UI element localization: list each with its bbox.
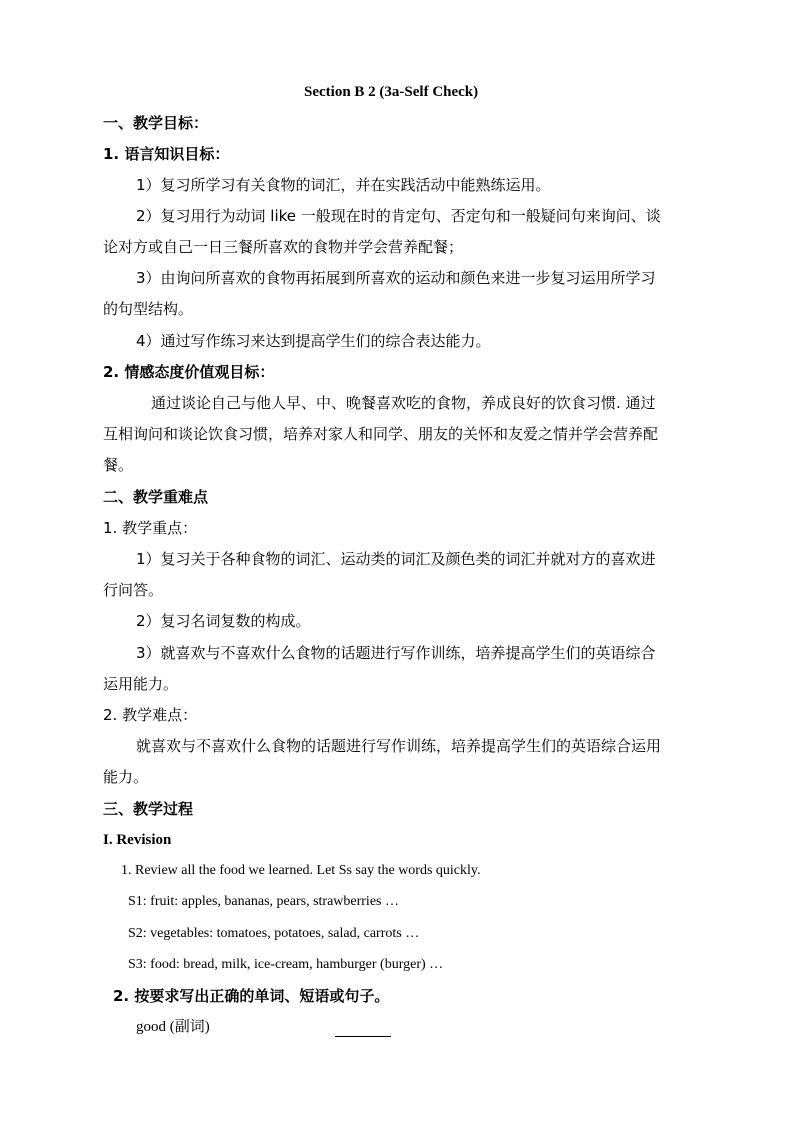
difficult-point-line: 能力。 bbox=[103, 768, 149, 786]
key-points-heading: 1. 教学重点： bbox=[103, 519, 198, 537]
exercise-heading: 2. 按要求写出正确的单词、短语或句子。 bbox=[113, 987, 390, 1005]
affective-goals-heading: 2. 情感态度价值观目标： bbox=[103, 363, 275, 381]
revision-line-s3: S3: food: bread, milk, ice-cream, hamburger (burger) … bbox=[128, 957, 444, 972]
revision-heading: I. Revision bbox=[103, 832, 172, 848]
difficult-point-line: 就喜欢与不喜欢什么食物的话题进行写作训练，培养提高学生们的英语综合运用 bbox=[136, 737, 662, 755]
revision-line-s1: S1: fruit: apples, bananas, pears, strawberries … bbox=[128, 894, 399, 909]
key-point-line: 1）复习关于各种食物的词汇、运动类的词汇及颜色类的词汇并就对方的喜欢进 bbox=[136, 550, 656, 568]
language-goal-line: 1）复习所学习有关食物的词汇，并在实践活动中能熟练运用。 bbox=[136, 176, 551, 194]
answer-blank bbox=[335, 1017, 391, 1037]
language-goals-heading: 1. 语言知识目标： bbox=[103, 145, 230, 163]
document-title: Section B 2 (3a-Self Check) bbox=[304, 84, 479, 100]
difficult-points-heading: 2. 教学难点： bbox=[103, 706, 198, 724]
language-goal-line: 2）复习用行为动词 like 一般现在时的肯定句、否定句和一般疑问句来询问、谈 bbox=[136, 207, 661, 225]
affective-goal-line: 互相询问和谈论饮食习惯，培养对家人和同学、朋友的关怀和友爱之情并学会营养配 bbox=[103, 425, 659, 443]
section-2-heading: 二、教学重难点 bbox=[103, 488, 209, 506]
revision-intro: 1. Review all the food we learned. Let Ss say the words quickly. bbox=[121, 863, 481, 878]
key-point-line: 3）就喜欢与不喜欢什么食物的话题进行写作训练，培养提高学生们的英语综合 bbox=[136, 644, 656, 662]
section-1-heading: 一、教学目标： bbox=[103, 114, 209, 132]
section-3-heading: 三、教学过程 bbox=[103, 800, 194, 818]
affective-goal-line: 通过谈论自己与他人早、中、晚餐喜欢吃的食物，养成良好的饮食习惯. 通过 bbox=[151, 394, 656, 412]
key-point-line: 2）复习名词复数的构成。 bbox=[136, 612, 311, 630]
language-goal-line: 3）由询问所喜欢的食物再拓展到所喜欢的运动和颜色来进一步复习运用所学习 bbox=[136, 269, 656, 287]
exercise-item: good (副词) bbox=[136, 1019, 210, 1035]
language-goal-line: 4）通过写作练习来达到提高学生们的综合表达能力。 bbox=[136, 332, 491, 350]
key-point-line: 行问答。 bbox=[103, 581, 164, 599]
affective-goal-line: 餐。 bbox=[103, 456, 134, 474]
revision-line-s2: S2: vegetables: tomatoes, potatoes, salad, carrots … bbox=[128, 926, 420, 941]
language-goal-line: 的句型结构。 bbox=[103, 300, 194, 318]
language-goal-line: 论对方或自己一日三餐所喜欢的食物并学会营养配餐； bbox=[103, 238, 464, 256]
key-point-line: 运用能力。 bbox=[103, 675, 179, 693]
